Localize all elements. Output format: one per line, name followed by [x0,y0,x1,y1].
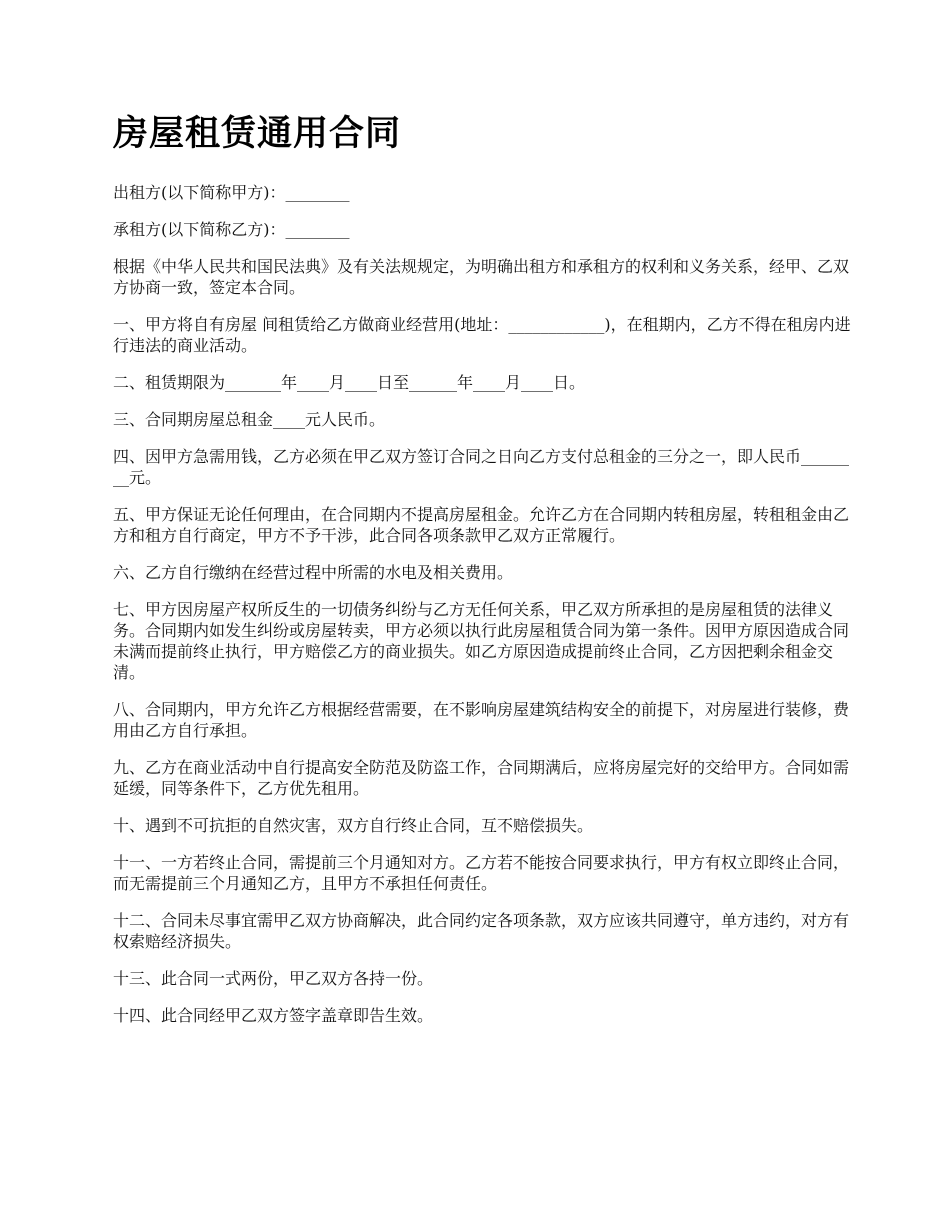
clause-7: 七、甲方因房屋产权所反生的一切债务纠纷与乙方无任何关系，甲乙双方所承担的是房屋租赁的法律义务。合同期内如发生纠纷或房屋转卖，甲方必须以执行此房屋租赁合同为第一条件。因甲方原因造成合同未满而提前终止执行，甲方赔偿乙方的商业损失。如乙方原因造成提前终止合同，乙方因把剩余租金交清。 [113,600,850,682]
clause-11: 十一、一方若终止合同，需提前三个月通知对方。乙方若不能按合同要求执行，甲方有权立即终止合同，而无需提前三个月通知乙方，且甲方不承担任何责任。 [113,853,850,893]
clause-14: 十四、此合同经甲乙双方签字盖章即告生效。 [113,1006,434,1025]
clause-10: 十、遇到不可抗拒的自然灾害，双方自行终止合同，互不赔偿损失。 [113,816,594,835]
clause-6: 六、乙方自行缴纳在经营过程中所需的水电及相关费用。 [113,563,514,582]
document-title: 房屋租赁通用合同 [113,114,402,154]
lessor-line: 出租方(以下简称甲方)：________ [113,183,350,202]
preamble-paragraph: 根据《中华人民共和国民法典》及有关法规规定，为明确出租方和承租方的权利和义务关系，经甲、乙双方协商一致，签定本合同。 [113,257,850,297]
clause-8: 八、合同期内，甲方允许乙方根据经营需要，在不影响房屋建筑结构安全的前提下，对房屋进行装修，费用由乙方自行承担。 [113,700,850,740]
clause-12: 十二、合同未尽事宜需甲乙双方协商解决，此合同约定各项条款，双方应该共同遵守，单方违约，对方有权索赔经济损失。 [113,911,850,951]
lessee-line: 承租方(以下简称乙方)：________ [113,220,350,239]
clause-4: 四、因甲方急需用钱，乙方必须在甲乙双方签订合同之日向乙方支付总租金的三分之一，即人民币________元。 [113,447,850,487]
clause-9: 九、乙方在商业活动中自行提高安全防范及防盗工作，合同期满后，应将房屋完好的交给甲方。合同如需延缓，同等条件下，乙方优先租用。 [113,758,850,798]
clause-1: 一、甲方将自有房屋 间租赁给乙方做商业经营用(地址：____________)，在租期内，乙方不得在租房内进行违法的商业活动。 [113,315,851,355]
clause-3: 三、合同期房屋总租金____元人民币。 [113,410,386,429]
clause-5: 五、甲方保证无论任何理由，在合同期内不提高房屋租金。允许乙方在合同期内转租房屋，转租租金由乙方和租方自行商定，甲方不予干涉，此合同各项条款甲乙双方正常履行。 [113,505,850,545]
clause-2: 二、租赁期限为_______年____月____日至______年____月____日。 [113,373,586,392]
clause-13: 十三、此合同一式两份，甲乙双方各持一份。 [113,969,434,988]
